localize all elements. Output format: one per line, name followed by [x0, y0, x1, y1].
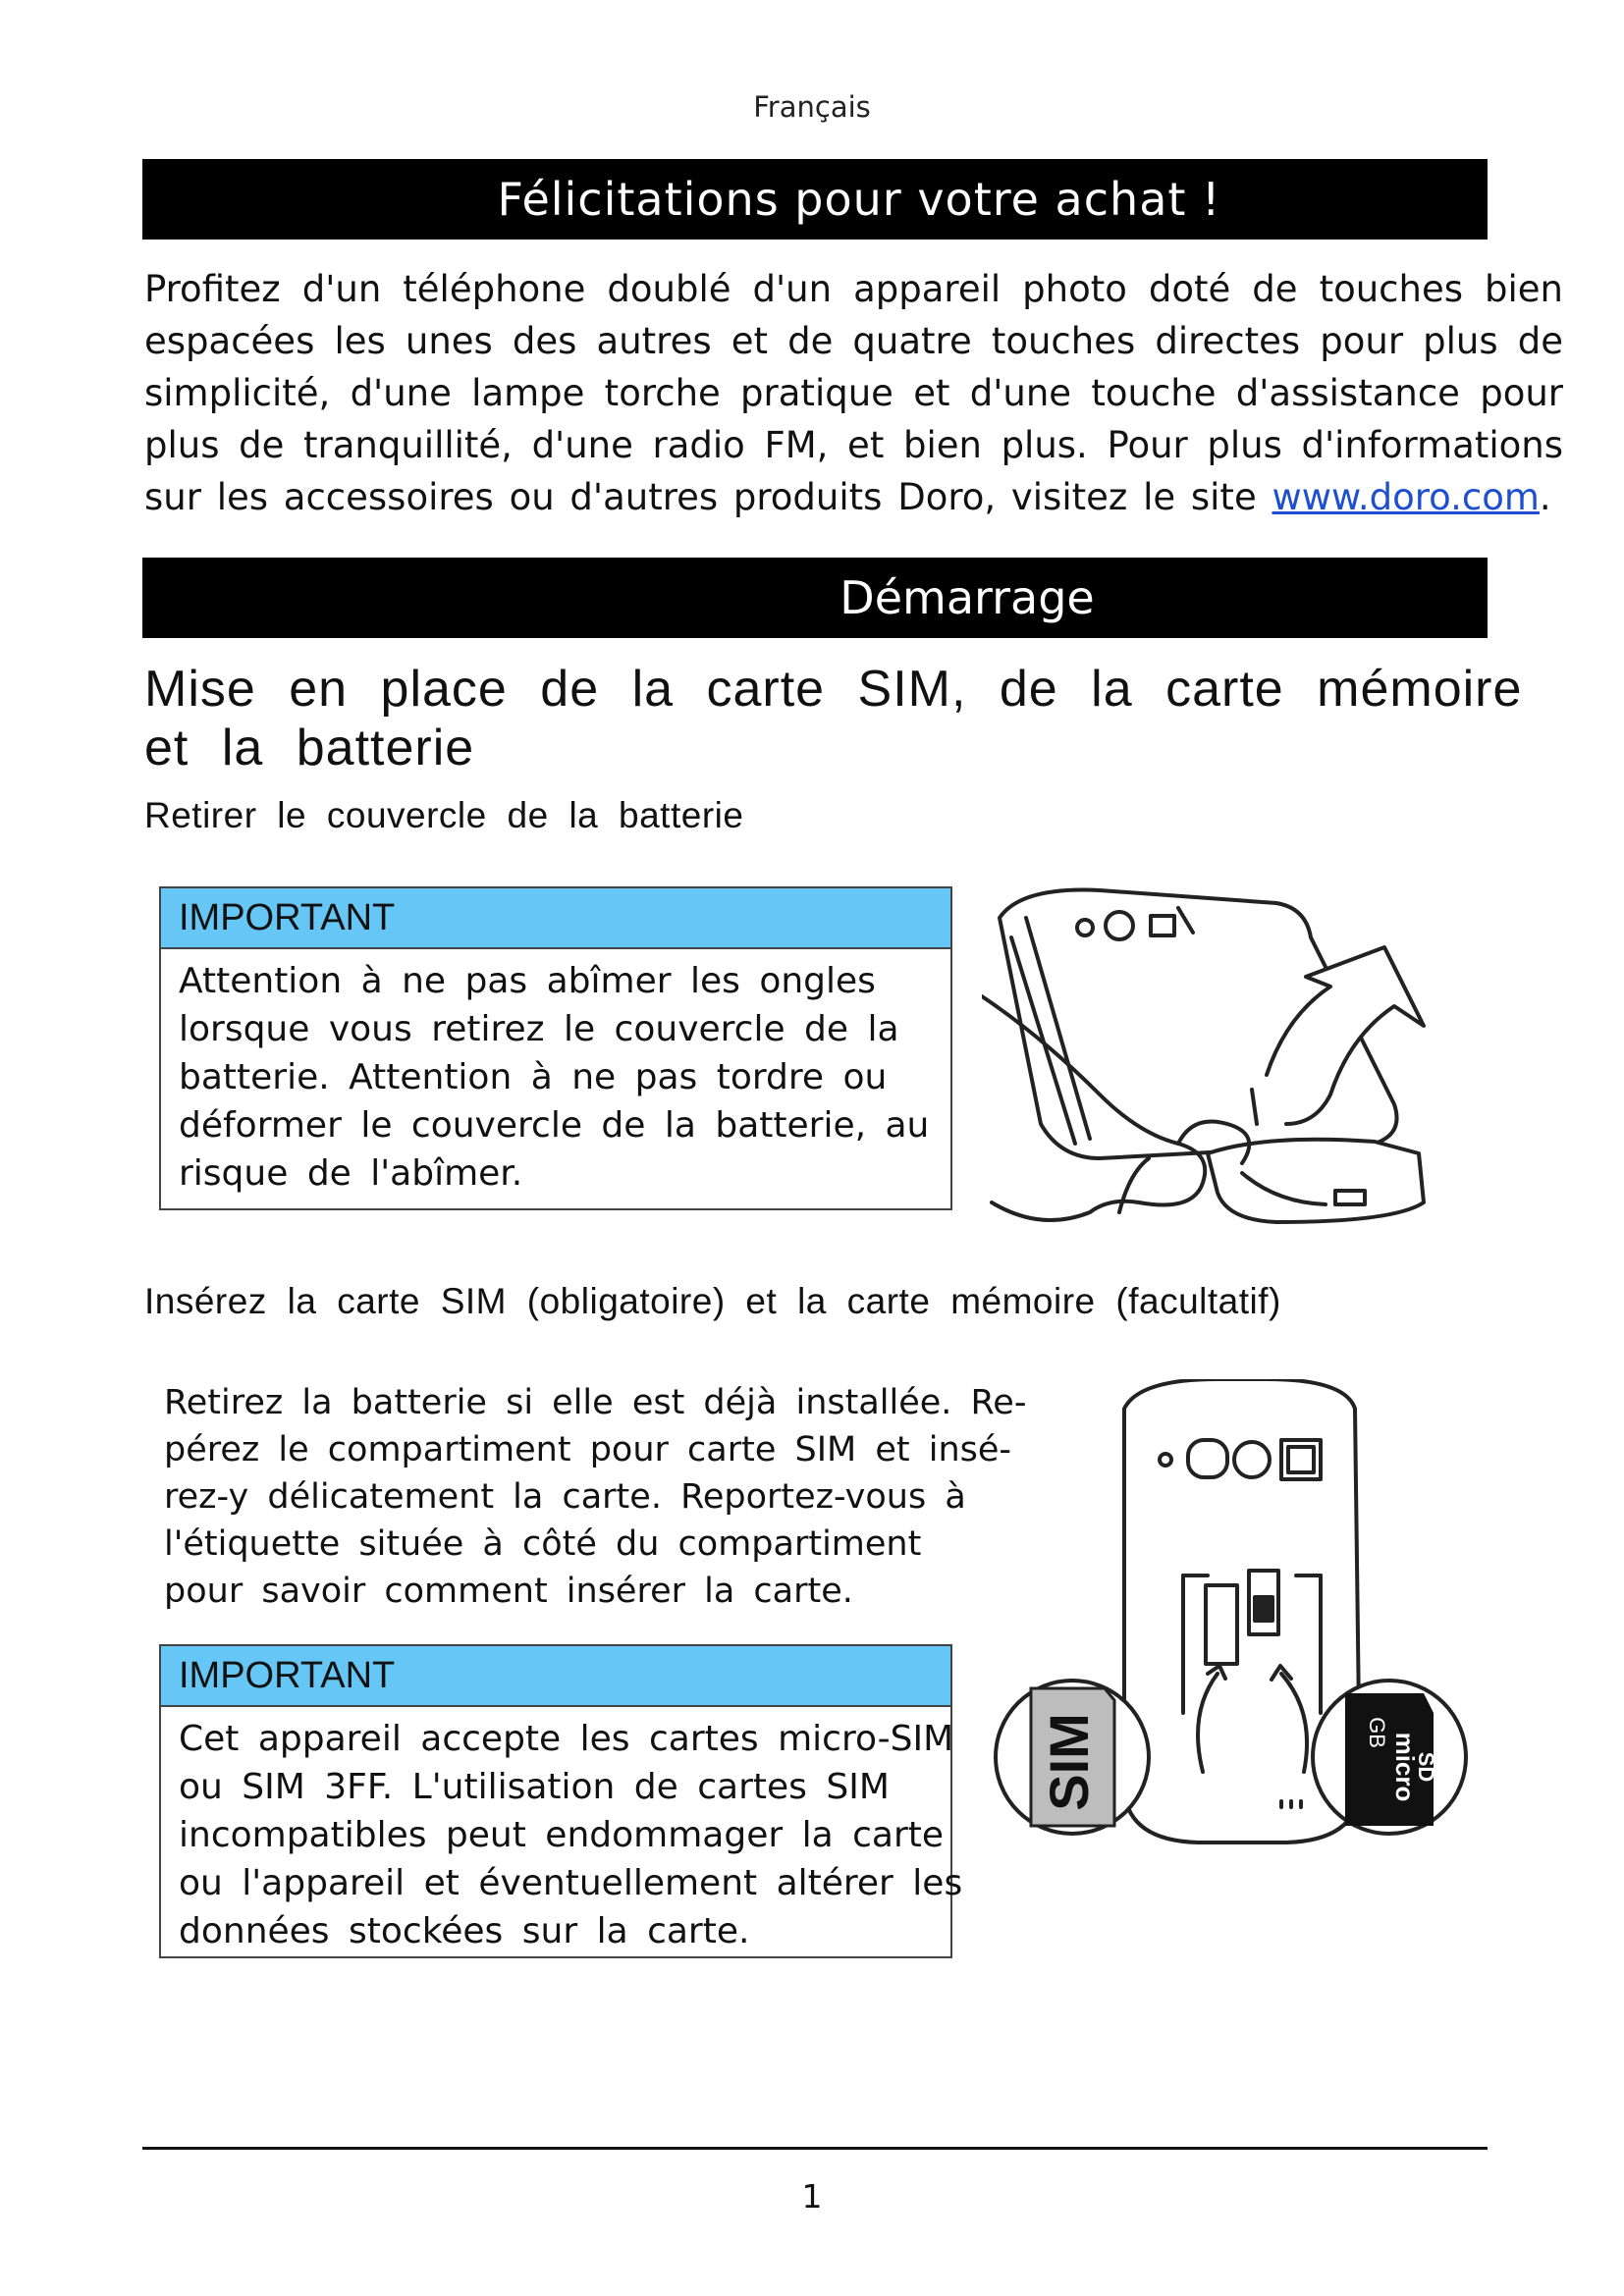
- intro-end: .: [1539, 476, 1551, 518]
- important-label: IMPORTANT: [161, 888, 950, 949]
- important-text: Attention à ne pas abîmer les ongles lorsque vous retirez le couvercle de la batterie. Attention à ne pas tordre ou déformer le couvercle de la batterie, au risque de l'abîmer.: [179, 961, 930, 1194]
- page-number: 1: [801, 2177, 823, 2216]
- main-heading: Mise en place de la carte SIM, de la carte mémoire et la batterie: [144, 661, 1523, 776]
- subheading-insert-sim: Insérez la carte SIM (obligatoire) et la carte mémoire (facultatif): [144, 1281, 1281, 1321]
- intro-text: Profitez d'un téléphone doublé d'un appareil photo doté de touches bien espacées les unes des autres et de quatre touches directes pour plus de simplicité, d'une lampe torche pratique et d'une touche d'assistance pour plus de tranquillité, d'une radio FM, et bien plus. Pour plus d'informations sur les accessoires ou d'autres produits Doro, visitez le site: [144, 268, 1563, 518]
- language-label: Français: [753, 90, 871, 124]
- sim-badge-label: SIM: [1038, 1713, 1100, 1811]
- section-title-getting-started: [142, 558, 1488, 638]
- subheading-remove-cover: Retirer le couvercle de la batterie: [144, 795, 744, 835]
- micro-label: micro: [1390, 1732, 1420, 1802]
- intro-paragraph: [144, 263, 1563, 523]
- sd-label: SD: [1414, 1751, 1438, 1783]
- important-box-cover: [159, 886, 952, 1210]
- important-text: Cet appareil accepte les cartes micro-SIM ou SIM 3FF. L'utilisation de cartes SIM incompatibles peut endommager la carte ou l'appareil et éventuellement altérer les données stockées sur la carte.: [179, 1719, 963, 1951]
- sim-instructions: Retirez la batterie si elle est déjà installée. Re- pérez le compartiment pour carte SIM et insé- rez-y délicatement la carte. Reportez-vous à l'étiquette située à côté du compartiment pour savoir comment insérer la carte.: [164, 1383, 1027, 1611]
- gb-label: GB: [1365, 1717, 1389, 1748]
- section-title-congratulations: [142, 159, 1488, 240]
- section-title-text: Démarrage: [839, 571, 1095, 624]
- doro-website-link[interactable]: www.doro.com: [1272, 476, 1540, 518]
- footer-divider: [142, 2147, 1488, 2150]
- important-box-sim: [159, 1644, 963, 1958]
- section-title-text: Félicitations pour votre achat !: [497, 173, 1221, 226]
- sim-slot-illustration: [992, 1379, 1473, 1850]
- important-label: IMPORTANT: [161, 1646, 950, 1707]
- battery-cover-illustration: [982, 879, 1483, 1242]
